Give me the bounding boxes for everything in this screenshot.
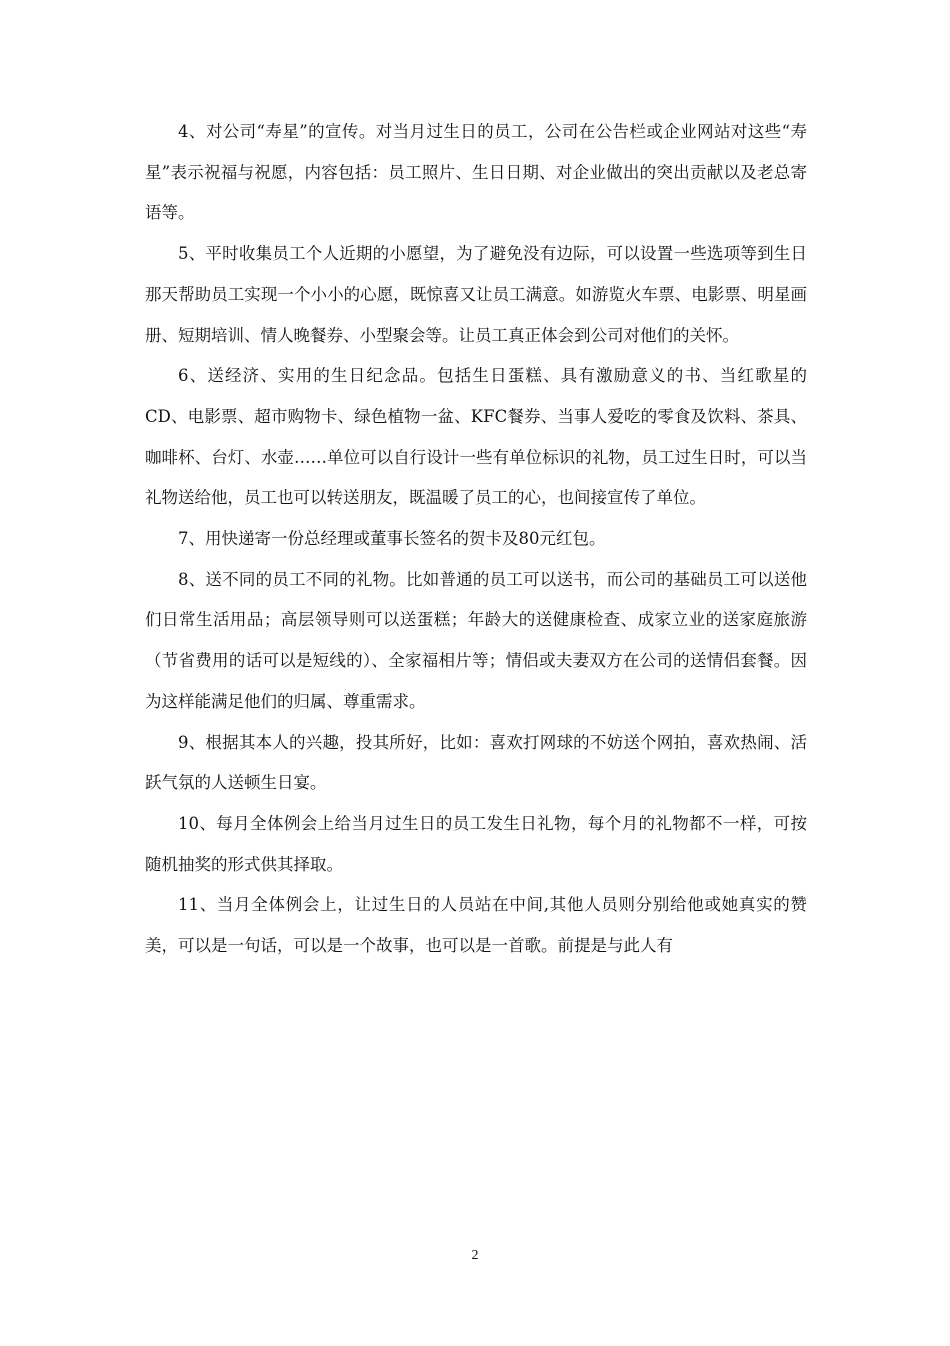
paragraph-9: 9、根据其本人的兴趣，投其所好，比如：喜欢打网球的不妨送个网拍，喜欢热闹、活跃气氛的人送顿生日宴。 xyxy=(145,732,807,793)
paragraph-5: 5、平时收集员工个人近期的小愿望，为了避免没有边际，可以设置一些选项等到生日那天帮助员工实现一个小小的心愿，既惊喜又让员工满意。如游览火车票、电影票、明星画册、短期培训、情人晚餐券、小型聚会等。让员工真正体会到公司对他们的关怀。 xyxy=(145,244,807,345)
page-number: 2 xyxy=(471,1248,479,1263)
document-body xyxy=(145,112,807,967)
paragraph-8: 8、送不同的员工不同的礼物。比如普通的员工可以送书，而公司的基础员工可以送他们日常生活用品；高层领导则可以送蛋糕；年龄大的送健康检查、成家立业的送家庭旅游（节省费用的话可以是短线的）、全家福相片等；情侣或夫妻双方在公司的送情侣套餐。因为这样能满足他们的归属、尊重需求。 xyxy=(145,569,807,711)
paragraph-10: 10、每月全体例会上给当月过生日的员工发生日礼物，每个月的礼物都不一样，可按随机抽奖的形式供其择取。 xyxy=(145,813,807,874)
paragraph-6: 6、送经济、实用的生日纪念品。包括生日蛋糕、具有激励意义的书、当红歌星的CD、电影票、超市购物卡、绿色植物一盆、KFC餐券、当事人爱吃的零食及饮料、茶具、咖啡杯、台灯、水壶……单位可以自行设计一些有单位标识的礼物，员工过生日时，可以当礼物送给他，员工也可以转送朋友，既温暖了员工的心，也间接宣传了单位。 xyxy=(145,366,807,508)
paragraph-11: 11、当月全体例会上，让过生日的人员站在中间,其他人员则分别给他或她真实的赞美，可以是一句话，可以是一个故事，也可以是一首歌。前提是与此人有 xyxy=(145,895,807,956)
paragraph-7: 7、用快递寄一份总经理或董事长签名的贺卡及80元红包。 xyxy=(178,529,606,549)
paragraph-4: 4、对公司“寿星”的宣传。对当月过生日的员工，公司在公告栏或企业网站对这些“寿星”表示祝福与祝愿，内容包括：员工照片、生日日期、对企业做出的突出贡献以及老总寄语等。 xyxy=(145,122,807,223)
